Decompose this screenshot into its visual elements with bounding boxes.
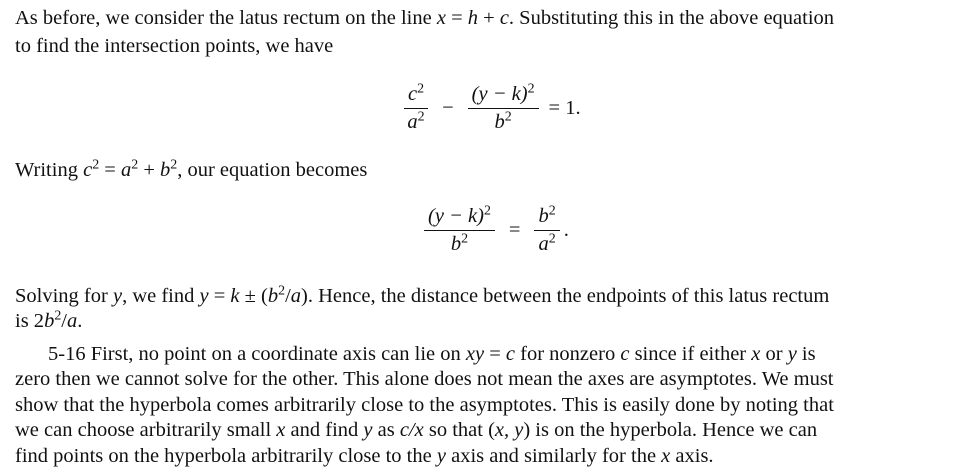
eq2-equals: = [508,218,521,241]
para3-line2: is $2b^2/a$. [15,308,83,332]
para4-line4: we can choose arbitrarily small x and find y as c/x so that (x, y) is on the hyperbola. Hence we can [15,419,818,441]
eq2-fraction-1: $\frac{(y - k)^2}{b^2}$ [424,204,495,256]
problem-label: 5-16 [48,343,86,365]
para4-line3: show that the hyperbola comes arbitrarily close to the asymptotes. This is easily done by noting that [15,394,834,416]
para4-line2: zero then we cannot solve for the other. This alone does not mean the axes are asymptotes. We must [15,368,834,390]
equation-2 [420,204,569,256]
para1-line1: As before, we consider the latus rectum on the line x = h + c. Substituting this in the above equation [15,7,835,29]
eq1-rhs: = 1. [548,96,581,119]
eq1-fraction-1: $\frac{c^2}{a^2}$ [404,82,428,134]
eq2-fraction-2: $\frac{b^2}{a^2}$ [534,204,559,256]
eq2-period: . [563,218,569,241]
para1-line2: to find the intersection points, we have [15,35,334,57]
equation-1 [400,82,581,134]
para4-line1: 5-16 First, no point on a coordinate axis can lie on xy = c for nonzero c since if either x or y is [48,343,816,365]
para3-line1: Solving for y, we find $y = k \pm (b^2/a)$. Hence, the distance between the endpoints of this latus rectum [15,283,830,307]
para4-line5: find points on the hyperbola arbitrarily close to the y axis and similarly for the x axis. [15,445,714,467]
eq1-minus: − [442,96,454,119]
para2-line: Writing $c^2 = a^2 + b^2$, our equation becomes [15,157,368,181]
eq1-fraction-2: $\frac{(y - k)^2}{b^2}$ [468,82,539,134]
